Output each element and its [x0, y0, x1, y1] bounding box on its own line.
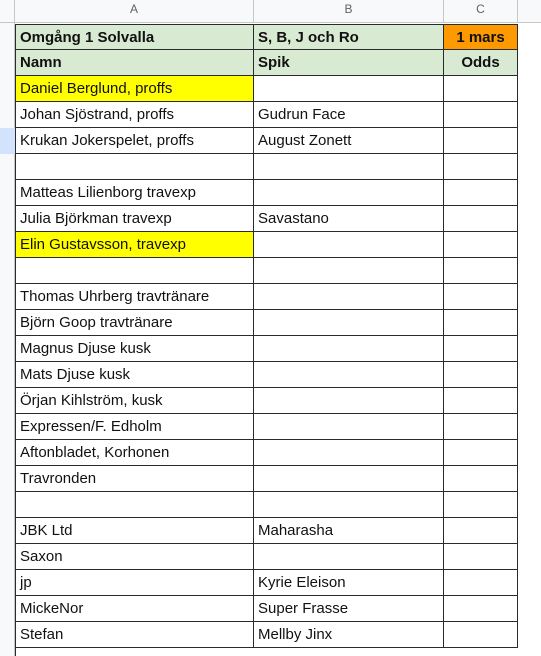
- cell-a[interactable]: Johan Sjöstrand, proffs: [15, 102, 254, 128]
- cell-b[interactable]: [254, 76, 444, 102]
- cell-b[interactable]: [254, 258, 444, 284]
- cell-c[interactable]: [444, 206, 518, 232]
- cell-b[interactable]: [254, 336, 444, 362]
- cell-b[interactable]: Super Frasse: [254, 596, 444, 622]
- table-row: [15, 388, 518, 414]
- cell-b[interactable]: Gudrun Face: [254, 102, 444, 128]
- cell-a[interactable]: jp: [15, 570, 254, 596]
- table-row: [15, 128, 518, 154]
- cell-c[interactable]: [444, 622, 518, 648]
- cell-b[interactable]: [254, 414, 444, 440]
- table-row: [15, 284, 518, 310]
- subheader-row: [15, 50, 518, 76]
- cell-c[interactable]: [444, 336, 518, 362]
- sheet-continuation: [15, 648, 519, 656]
- cell-a[interactable]: Stefan: [15, 622, 254, 648]
- cell-c[interactable]: [444, 102, 518, 128]
- cell-a[interactable]: [15, 154, 254, 180]
- cell-c[interactable]: [444, 388, 518, 414]
- cell-b[interactable]: [254, 440, 444, 466]
- cell-a[interactable]: Krukan Jokerspelet, proffs: [15, 128, 254, 154]
- cell-b[interactable]: Savastano: [254, 206, 444, 232]
- cell-c[interactable]: [444, 284, 518, 310]
- table-row: [15, 518, 518, 544]
- table-row: [15, 466, 518, 492]
- cell-c[interactable]: [444, 362, 518, 388]
- cell-b[interactable]: [254, 492, 444, 518]
- cell-c[interactable]: [444, 440, 518, 466]
- table-row: [15, 596, 518, 622]
- row-selection-marker: [0, 128, 15, 154]
- cell-b[interactable]: [254, 154, 444, 180]
- cell-races[interactable]: S, B, J och Ro: [254, 24, 444, 50]
- cell-c[interactable]: [444, 492, 518, 518]
- cell-b[interactable]: [254, 180, 444, 206]
- table-row: [15, 310, 518, 336]
- table-row: [15, 622, 518, 648]
- cell-a[interactable]: Björn Goop travtränare: [15, 310, 254, 336]
- cell-a[interactable]: [15, 492, 254, 518]
- cell-name-header[interactable]: Namn: [15, 50, 254, 76]
- cell-a[interactable]: JBK Ltd: [15, 518, 254, 544]
- cell-a[interactable]: Magnus Djuse kusk: [15, 336, 254, 362]
- cell-a[interactable]: Expressen/F. Edholm: [15, 414, 254, 440]
- cell-a[interactable]: Matteas Lilienborg travexp: [15, 180, 254, 206]
- table-row: [15, 544, 518, 570]
- table-row: [15, 258, 518, 284]
- table-row: [15, 154, 518, 180]
- table-row: [15, 102, 518, 128]
- cell-c[interactable]: [444, 310, 518, 336]
- cell-a[interactable]: Saxon: [15, 544, 254, 570]
- cell-c[interactable]: [444, 466, 518, 492]
- cell-b[interactable]: [254, 284, 444, 310]
- table-row: [15, 414, 518, 440]
- table-row: [15, 180, 518, 206]
- table-row: [15, 206, 518, 232]
- cell-c[interactable]: [444, 180, 518, 206]
- cell-c[interactable]: [444, 154, 518, 180]
- header-row: [15, 24, 518, 50]
- cell-title[interactable]: Omgång 1 Solvalla: [15, 24, 254, 50]
- cell-a[interactable]: Örjan Kihlström, kusk: [15, 388, 254, 414]
- cell-date[interactable]: 1 mars: [444, 24, 518, 50]
- column-header-c[interactable]: C: [444, 0, 518, 22]
- cell-b[interactable]: Maharasha: [254, 518, 444, 544]
- cell-a[interactable]: Elin Gustavsson, travexp: [15, 232, 254, 258]
- cell-c[interactable]: [444, 518, 518, 544]
- cell-c[interactable]: [444, 596, 518, 622]
- cell-b[interactable]: [254, 388, 444, 414]
- corner-cell[interactable]: [0, 0, 15, 22]
- cell-b[interactable]: [254, 232, 444, 258]
- table-row: [15, 440, 518, 466]
- column-header-b[interactable]: B: [254, 0, 444, 22]
- table-row: [15, 492, 518, 518]
- cell-c[interactable]: [444, 258, 518, 284]
- cell-b[interactable]: Kyrie Eleison: [254, 570, 444, 596]
- cell-b[interactable]: [254, 466, 444, 492]
- cell-b[interactable]: [254, 362, 444, 388]
- cell-b[interactable]: August Zonett: [254, 128, 444, 154]
- cell-a[interactable]: Mats Djuse kusk: [15, 362, 254, 388]
- cell-a[interactable]: MickeNor: [15, 596, 254, 622]
- table-row: [15, 76, 518, 102]
- cell-c[interactable]: [444, 76, 518, 102]
- column-header-row: [0, 0, 541, 23]
- cell-spik-header[interactable]: Spik: [254, 50, 444, 76]
- table-row: [15, 570, 518, 596]
- cell-a[interactable]: Julia Björkman travexp: [15, 206, 254, 232]
- cell-a[interactable]: Aftonbladet, Korhonen: [15, 440, 254, 466]
- table-row: [15, 336, 518, 362]
- cell-b[interactable]: Mellby Jinx: [254, 622, 444, 648]
- cell-c[interactable]: [444, 570, 518, 596]
- table-row: [15, 362, 518, 388]
- cell-c[interactable]: [444, 232, 518, 258]
- cell-b[interactable]: [254, 544, 444, 570]
- cell-c[interactable]: [444, 414, 518, 440]
- cell-a[interactable]: [15, 258, 254, 284]
- cell-c[interactable]: [444, 544, 518, 570]
- cell-b[interactable]: [254, 310, 444, 336]
- column-header-a[interactable]: A: [15, 0, 254, 22]
- cell-a[interactable]: Travronden: [15, 466, 254, 492]
- cell-odds-header[interactable]: Odds: [444, 50, 518, 76]
- cell-a[interactable]: Thomas Uhrberg travtränare: [15, 284, 254, 310]
- cell-a[interactable]: Daniel Berglund, proffs: [15, 76, 254, 102]
- cell-c[interactable]: [444, 128, 518, 154]
- table-row: [15, 232, 518, 258]
- row-gutter: [0, 23, 15, 656]
